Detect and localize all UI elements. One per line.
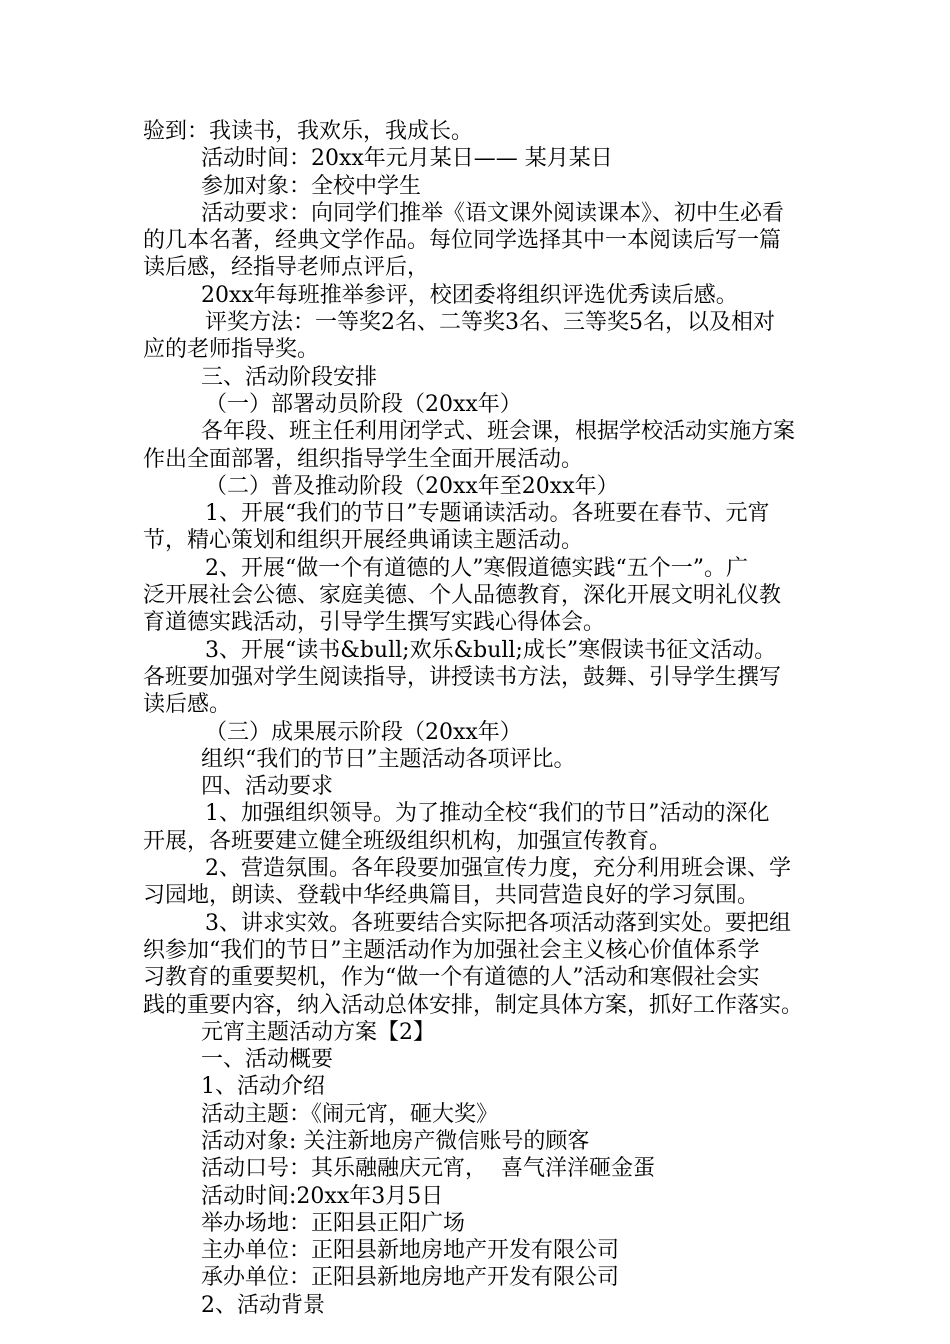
document-page xyxy=(143,118,833,1319)
text-line: 验到：我读书，我欢乐，我成长。 xyxy=(143,119,474,144)
text-line: 读后感。 xyxy=(143,692,232,718)
text-line: 各年段、班主任利用闭学式、班会课，根据学校活动实施方案 xyxy=(201,419,796,445)
text-line: 节，精心策划和组织开展经典诵读主题活动。 xyxy=(143,528,584,554)
text-line: 的几本名著，经典文学作品。每位同学选择其中一本阅读后写一篇 xyxy=(143,228,782,254)
text-line: 活动时间:20xx年3月5日 xyxy=(201,1183,444,1209)
text-line: 1、加强组织领导。为了推动全校“我们的节日”活动的深化 xyxy=(205,801,770,827)
text-line: 活动口号：其乐融融庆元宵， 喜气洋洋砸金蛋 xyxy=(201,1156,655,1182)
text-line: 3、讲求实效。各班要结合实际把各项活动落到实处。要把组 xyxy=(205,910,791,936)
text-line: 组织“我们的节日”主题活动各项评比。 xyxy=(201,746,576,772)
text-line: 应的老师指导奖。 xyxy=(143,337,320,363)
text-line: 育道德实践活动，引导学生撰写实践心得体会。 xyxy=(143,610,606,636)
text-line: 参加对象：全校中学生 xyxy=(201,173,422,199)
text-line: 作出全面部署，组织指导学生全面开展活动。 xyxy=(143,446,584,472)
text-line: 开展，各班要建立健全班级组织机构，加强宣传教育。 xyxy=(143,828,672,854)
text-line: 承办单位：正阳县新地房地产开发有限公司 xyxy=(201,1265,620,1291)
text-line: 习园地，朗读、登载中华经典篇目，共同营造良好的学习氛围。 xyxy=(143,883,760,909)
text-line: 织参加“我们的节日”主题活动作为加强社会主义核心价值体系学 xyxy=(143,937,760,963)
text-line: 习教育的重要契机，作为“做一个有道德的人”活动和寒假社会实 xyxy=(143,965,760,991)
text-line: （一）部署动员阶段（20xx年） xyxy=(205,391,522,417)
text-line: 活动对象: 关注新地房产微信账号的顾客 xyxy=(201,1128,590,1154)
text-line: 各班要加强对学生阅读指导，讲授读书方法，鼓舞、引导学生撰写 xyxy=(143,664,782,690)
text-line: 主办单位：正阳县新地房地产开发有限公司 xyxy=(201,1238,620,1264)
text-line: 活动主题：《闹元宵，砸大奖》 xyxy=(201,1101,499,1127)
text-line: 2、营造氛围。各年段要加强宣传力度，充分利用班会课、学 xyxy=(205,856,791,882)
text-line: 三、活动阶段安排 xyxy=(201,364,378,390)
text-line: 1、活动介绍 xyxy=(201,1074,325,1100)
text-line: 2、开展“做一个有道德的人”寒假道德实践“五个一”。广 xyxy=(205,555,748,581)
text-line: （三）成果展示阶段（20xx年） xyxy=(205,719,522,745)
text-line: 元宵主题活动方案【2】 xyxy=(201,1019,435,1045)
text-line: 评奖方法：一等奖2名、二等奖3名、三等奖5名，以及相对 xyxy=(205,310,775,336)
text-line: 20xx年每班推举参评，校团委将组织评选优秀读后感。 xyxy=(201,282,738,308)
text-line: 四、活动要求 xyxy=(201,774,334,800)
text-line: （二）普及推动阶段（20xx年至20xx年） xyxy=(205,473,619,499)
text-line: 泛开展社会公德、家庭美德、个人品德教育，深化开展文明礼仪教 xyxy=(143,583,782,609)
text-line: 2、活动背景 xyxy=(201,1292,325,1318)
text-line: 践的重要内容，纳入活动总体安排，制定具体方案，抓好工作落实。 xyxy=(143,992,804,1018)
text-line: 举办场地：正阳县正阳广场 xyxy=(201,1210,466,1236)
text-line: 读后感，经指导老师点评后， xyxy=(143,255,430,281)
text-line: 3、开展“读书&bull;欢乐&bull;成长”寒假读书征文活动。 xyxy=(205,637,777,663)
text-line: 活动时间：20xx年元月某日—— 某月某日 xyxy=(201,146,613,172)
text-line: 活动要求：向同学们推举《语文课外阅读课本》、初中生必看 xyxy=(201,200,785,226)
text-line: 一、活动概要 xyxy=(201,1047,334,1073)
text-line: 1、开展“我们的节日”专题诵读活动。各班要在春节、元宵 xyxy=(205,501,770,527)
